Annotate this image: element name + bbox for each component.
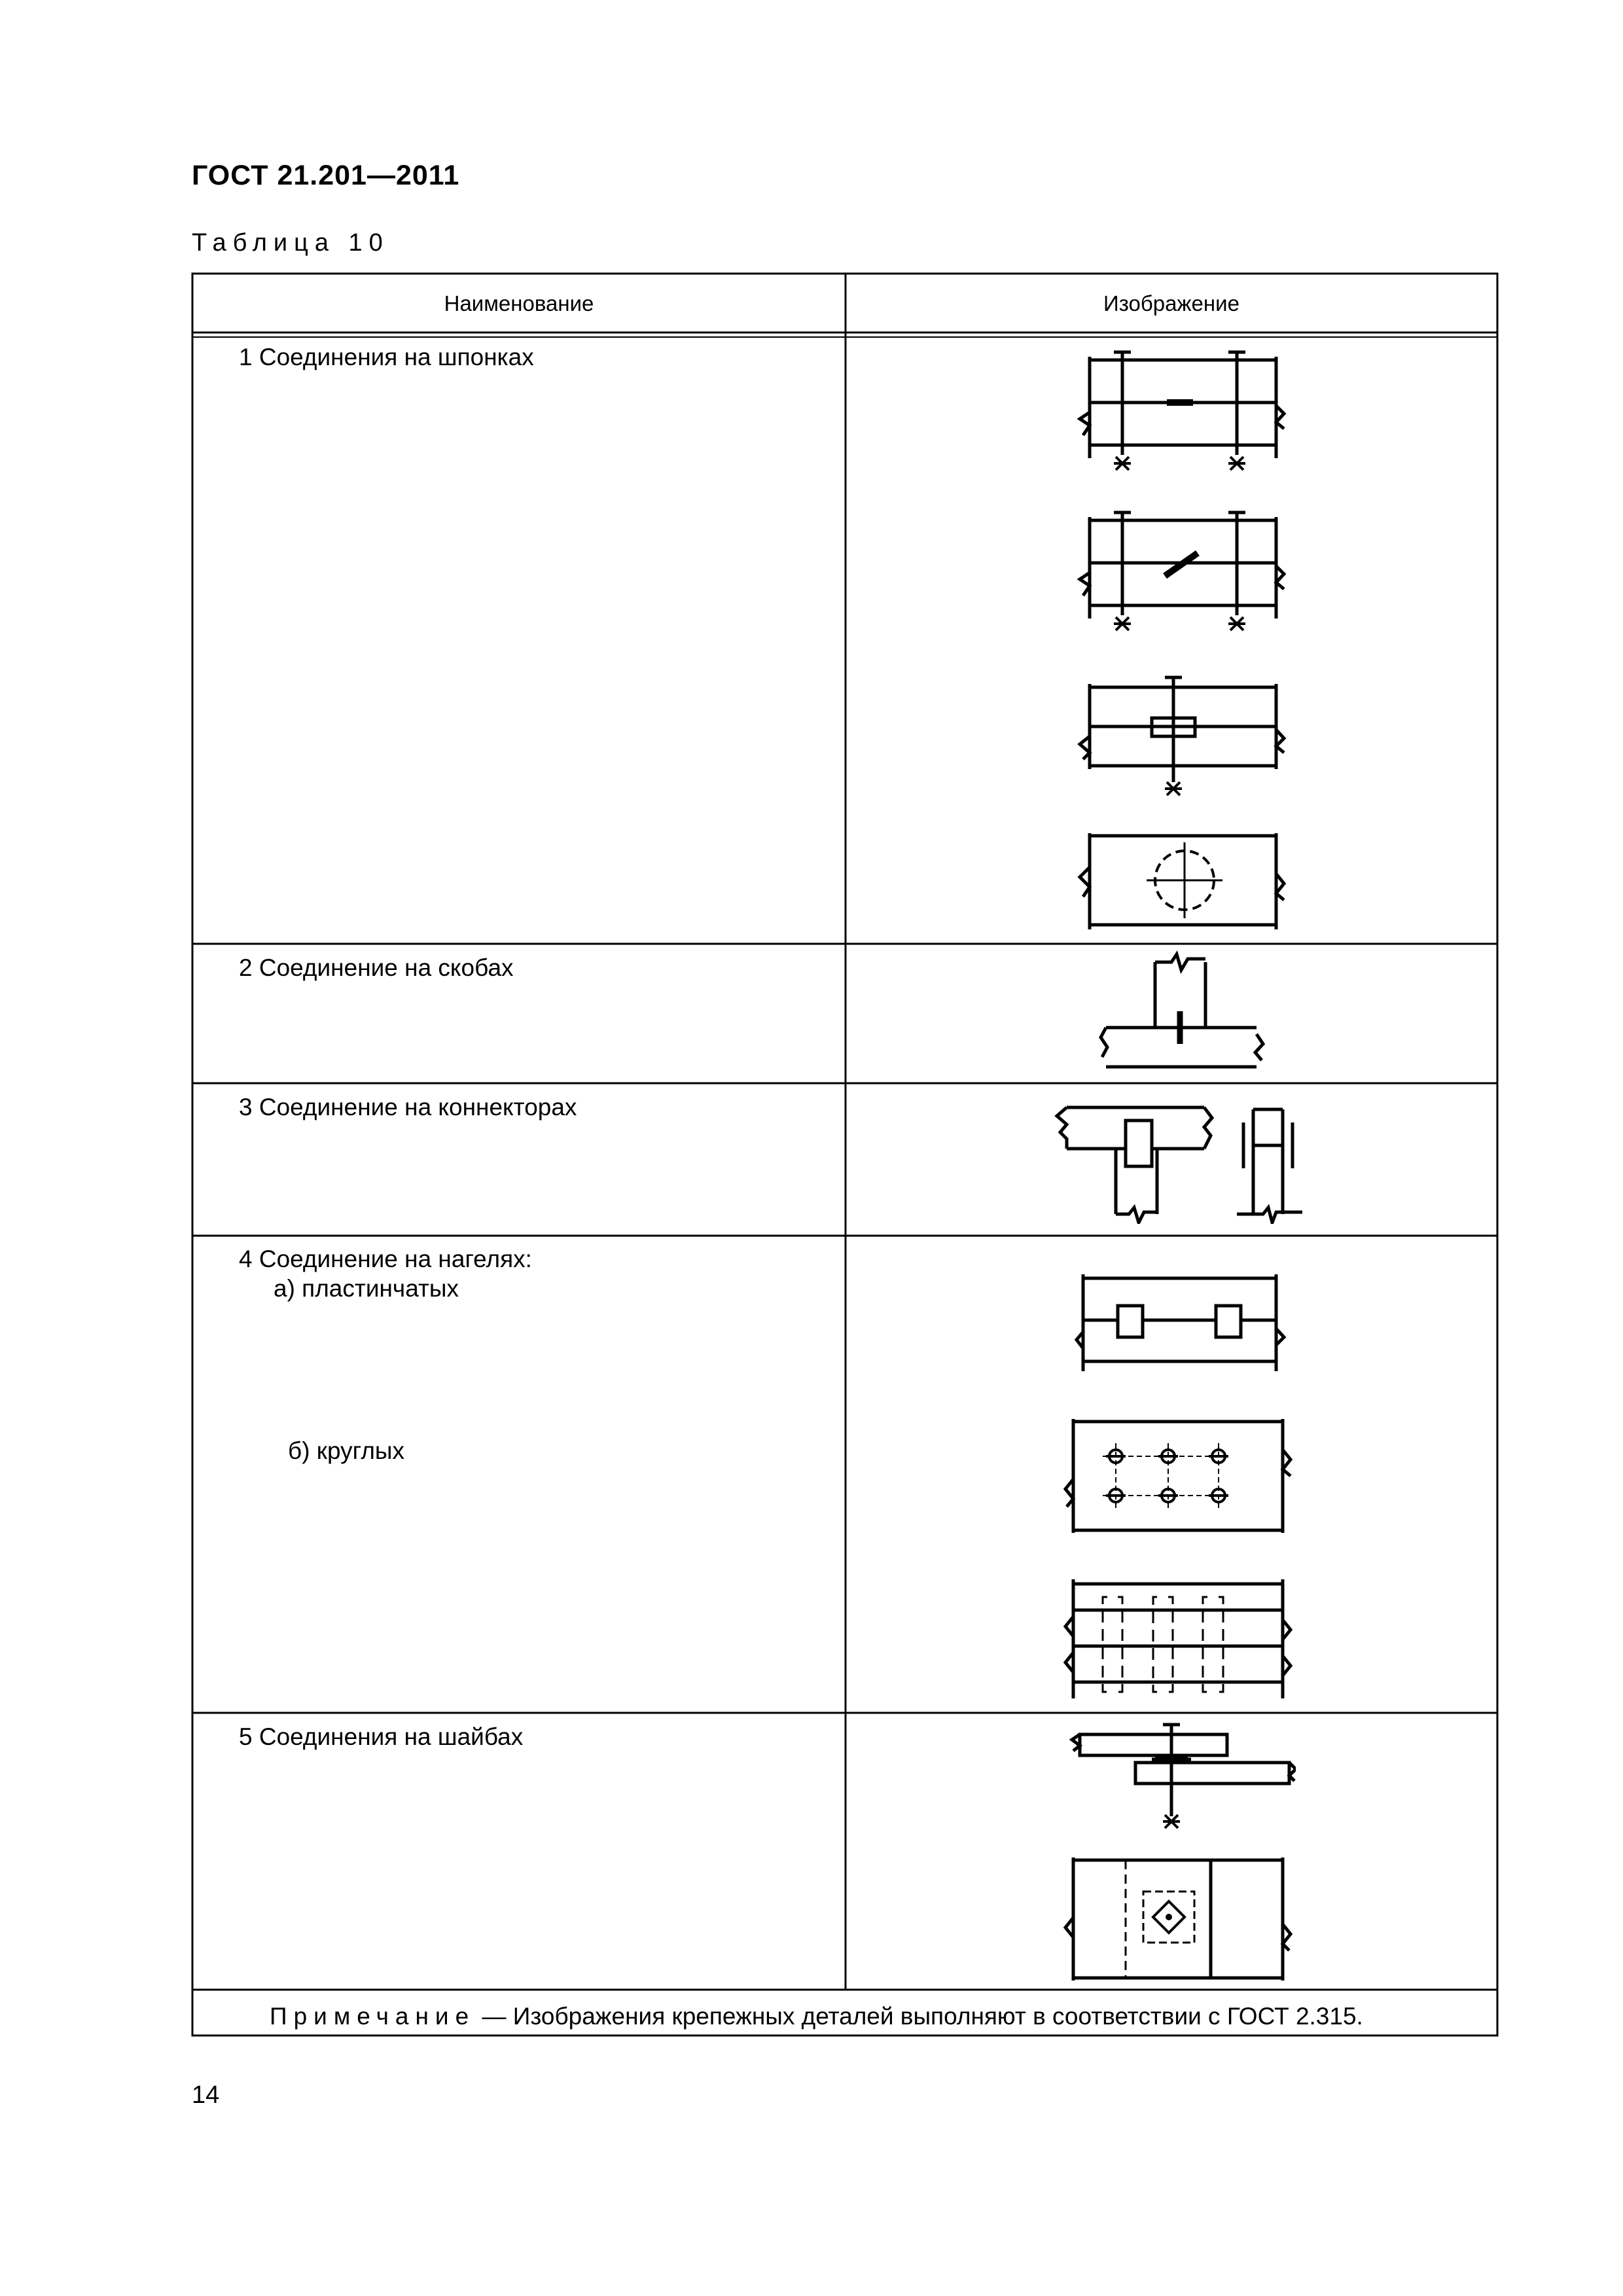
washer-joint-section-icon: [1067, 1718, 1296, 1833]
connector-joint-side-icon: [1230, 1093, 1322, 1224]
dowel-joint-prismatic-icon: [1073, 671, 1296, 802]
table-note: [270, 2003, 1363, 2030]
row-4-name: 4 Соединение на нагелях:: [239, 1246, 532, 1272]
document-title: ГОСТ 21.201—2011: [192, 160, 460, 191]
row-4-sub-a: а) пластинчатых: [274, 1275, 459, 1302]
column-header-image: Изображение: [1103, 291, 1240, 315]
dowel-joint-straight-icon: [1073, 347, 1296, 475]
note-label: Примечание: [270, 2003, 476, 2030]
page-number: 14: [192, 2081, 220, 2109]
row-1-name: 1 Соединения на шпонках: [239, 344, 534, 370]
dowel-joint-round-icon: [1073, 828, 1296, 933]
table-caption: Таблица 10: [192, 229, 389, 257]
row-5-name: 5 Соединения на шайбах: [239, 1723, 524, 1750]
row-4-sub-b: б) круглых: [288, 1437, 405, 1464]
staple-joint-icon: [1093, 949, 1270, 1073]
plate-pin-joint-icon: [1073, 1266, 1296, 1374]
connector-joint-icon: [1047, 1093, 1217, 1224]
row-3-name: 3 Соединение на коннекторах: [239, 1094, 577, 1121]
row-2-name: 2 Соединение на скобах: [239, 954, 514, 981]
note-text: — Изображения крепежных деталей выполняют в соответствии с ГОСТ 2.315.: [475, 2003, 1363, 2030]
column-header-name: Наименование: [444, 291, 594, 315]
round-pin-joint-plan-icon: [1060, 1414, 1296, 1535]
washer-joint-plan-icon: [1060, 1852, 1296, 1983]
dowel-joint-inclined-icon: [1073, 507, 1296, 635]
round-pin-joint-section-icon: [1060, 1574, 1296, 1705]
